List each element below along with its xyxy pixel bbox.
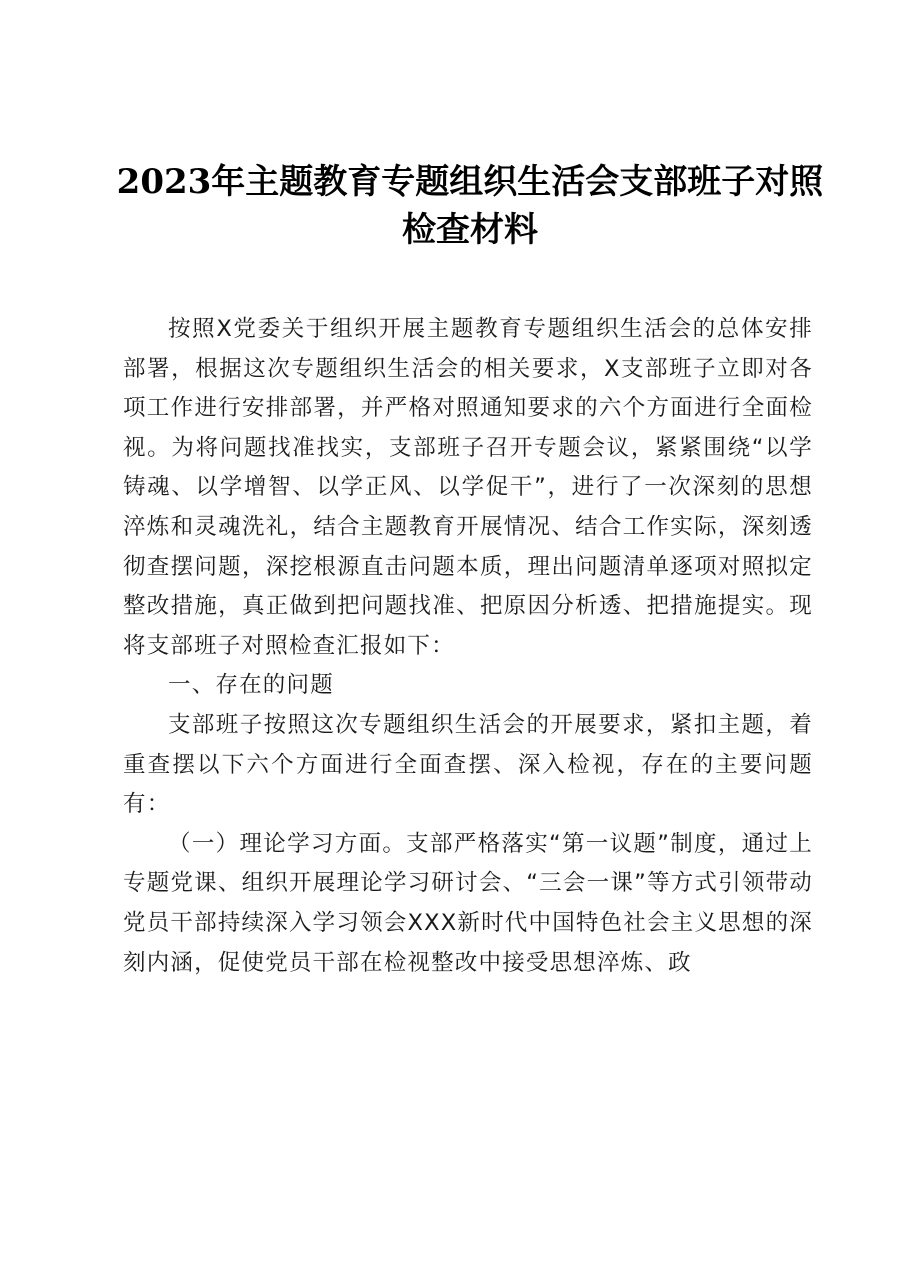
document-body [123, 310, 813, 983]
paragraph-problems-intro: 支部班子按照这次专题组织生活会的开展要求，紧扣主题，着重查摆以下六个方面进行全面查摆、深入检视，存在的主要问题有： [123, 711, 813, 818]
paragraph-intro: 按照X党委关于组织开展主题教育专题组织生活会的总体安排部署，根据这次专题组织生活会的相关要求，X支部班子立即对各项工作进行安排部署，并严格对照通知要求的六个方面进行全面检视。为将问题找准找实，支部班子召开专题会议，紧紧围绕“以学铸魂、以学增智、以学正风、以学促干”，进行了一次深刻的思想淬炼和灵魂洗礼，结合主题教育开展情况、结合工作实际，深刻透彻查摆问题，深挖根源直击问题本质，理出问题清单逐项对照拟定整改措施，真正做到把问题找准、把原因分析透、把措施提实。现将支部班子对照检查汇报如下： [123, 316, 813, 659]
document-title: 2023年主题教育专题组织生活会支部班子对照检查材料 [116, 162, 824, 250]
section-heading-problems: 一、存在的问题 [168, 672, 334, 699]
paragraph-theory-study: （一）理论学习方面。支部严格落实“第一议题”制度，通过上专题党课、组织开展理论学习研讨会、“三会一课”等方式引领带动党员干部持续深入学习领会XXX新时代中国特色社会主义思想的深刻内涵，促使党员干部在检视整改中接受思想淬炼、政 [123, 830, 813, 976]
